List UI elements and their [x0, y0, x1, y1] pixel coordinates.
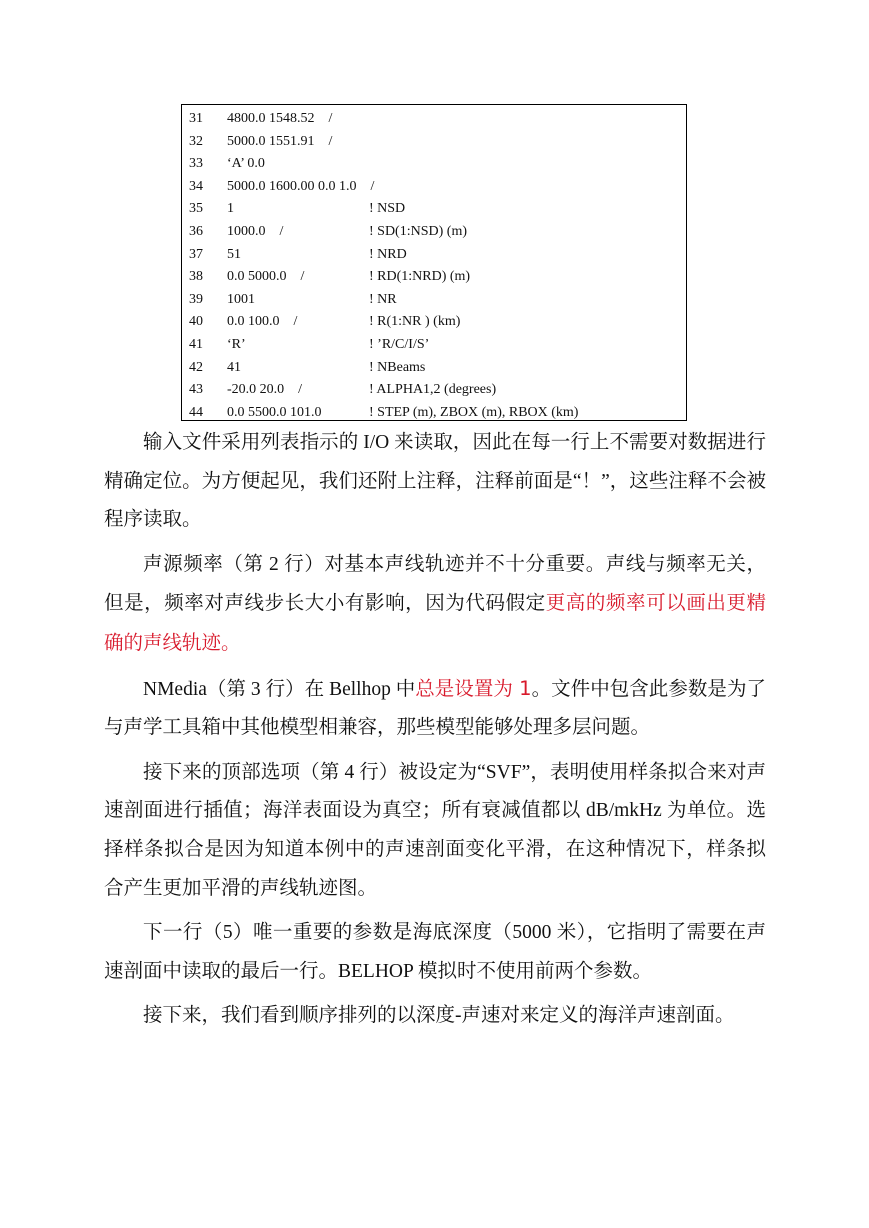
line-comment: ! NRD — [369, 246, 407, 262]
line-number: 35 — [189, 201, 203, 217]
line-comment: ! ALPHA1,2 (degrees) — [369, 382, 497, 398]
paragraph-top-option: 接下来的顶部选项（第 4 行）被设定为“SVF”，表明使用样条拟合来对声速剖面进行插值；海洋表面设为真空；所有衰减值都以 dB/mkHz 为单位。选择样条拟合是因为知道本例中的声速剖面变化平滑，在这种情况下，样条拟合产生更加平滑的声线轨迹图。 — [104, 761, 766, 899]
line-number: 33 — [189, 156, 203, 172]
paragraph-text: 。文件中包含此参数是为了与声学工具箱中其他模型相兼容，那些模型能够处理多层问题。 — [104, 678, 766, 739]
line-comment: ! NR — [369, 291, 397, 307]
line-number: 44 — [189, 404, 203, 420]
highlight-text: 总是设置为 1 — [415, 676, 532, 700]
paragraph-text: 声源频率（第 2 行）对基本声线轨迹并不十分重要。声线与频率无关，但是，频率对声线步长大小有影响，因为代码假定 — [104, 553, 766, 615]
line-number: 36 — [189, 223, 203, 239]
line-code: -20.0 20.0 / — [227, 382, 303, 398]
line-comment: ! SD(1:NSD) (m) — [369, 223, 467, 239]
code-line — [182, 289, 686, 312]
code-line — [182, 153, 686, 176]
line-number: 32 — [189, 133, 203, 149]
line-number: 37 — [189, 246, 203, 262]
paragraph-io: 输入文件采用列表指示的 I/O 来读取，因此在每一行上不需要对数据进行精确定位。为方便起见，我们还附上注释，注释前面是“！”，这些注释不会被程序读取。 — [104, 432, 766, 531]
line-code: 41 — [227, 359, 241, 375]
line-number: 41 — [189, 336, 203, 352]
code-line — [182, 221, 686, 244]
code-line — [182, 266, 686, 289]
code-line — [182, 108, 686, 131]
line-comment: ! NBeams — [369, 359, 426, 375]
code-line — [182, 131, 686, 154]
line-code: 0.0 5000.0 / — [227, 269, 305, 285]
line-comment: ! RD(1:NRD) (m) — [369, 269, 471, 285]
line-code: 1000.0 / — [227, 223, 284, 239]
code-line — [182, 244, 686, 267]
line-code: 5000.0 1600.00 0.0 1.0 / — [227, 178, 375, 194]
code-line — [182, 402, 686, 425]
line-number: 38 — [189, 269, 203, 285]
line-code: 1001 — [227, 291, 255, 307]
line-code: 5000.0 1551.91 / — [227, 133, 333, 149]
code-listing — [181, 104, 687, 421]
paragraph-sound-speed: 接下来，我们看到顺序排列的以深度-声速对来定义的海洋声速剖面。 — [143, 1005, 735, 1027]
code-line — [182, 334, 686, 357]
line-comment: ! ’R/C/I/S’ — [369, 336, 430, 352]
paragraph-bottom-depth: 下一行（5）唯一重要的参数是海底深度（5000 米），它指明了需要在声速剖面中读取的最后一行。BELHOP 模拟时不使用前两个参数。 — [104, 922, 766, 982]
line-code: 0.0 100.0 / — [227, 314, 298, 330]
line-number: 31 — [189, 111, 203, 126]
line-code: 1 — [227, 201, 234, 217]
line-code: ‘A’ 0.0 — [227, 156, 265, 172]
line-comment: ! NSD — [369, 201, 406, 217]
paragraph-text: NMedia（第 3 行）在 Bellhop 中 — [143, 678, 416, 700]
line-code: 51 — [227, 246, 241, 262]
line-code: 4800.0 1548.52 / — [227, 111, 333, 126]
code-line — [182, 198, 686, 221]
line-number: 43 — [189, 382, 203, 398]
line-number: 39 — [189, 291, 203, 307]
line-code: 0.0 5500.0 101.0 — [227, 404, 322, 420]
code-line — [182, 311, 686, 334]
line-code: ‘R’ — [227, 336, 246, 352]
code-line — [182, 176, 686, 199]
body-text — [104, 424, 766, 1042]
line-number: 40 — [189, 314, 203, 330]
code-line — [182, 379, 686, 402]
line-comment: ! R(1:NR ) (km) — [369, 314, 461, 330]
line-number: 34 — [189, 178, 203, 194]
highlight-text: 更高的频率可以画出更精确的声线轨迹。 — [104, 591, 766, 654]
line-comment: ! STEP (m), ZBOX (m), RBOX (km) — [369, 404, 579, 420]
line-number: 42 — [189, 359, 203, 375]
code-line — [182, 357, 686, 380]
paragraph-nmedia — [104, 670, 766, 748]
paragraph-frequency — [104, 546, 766, 664]
